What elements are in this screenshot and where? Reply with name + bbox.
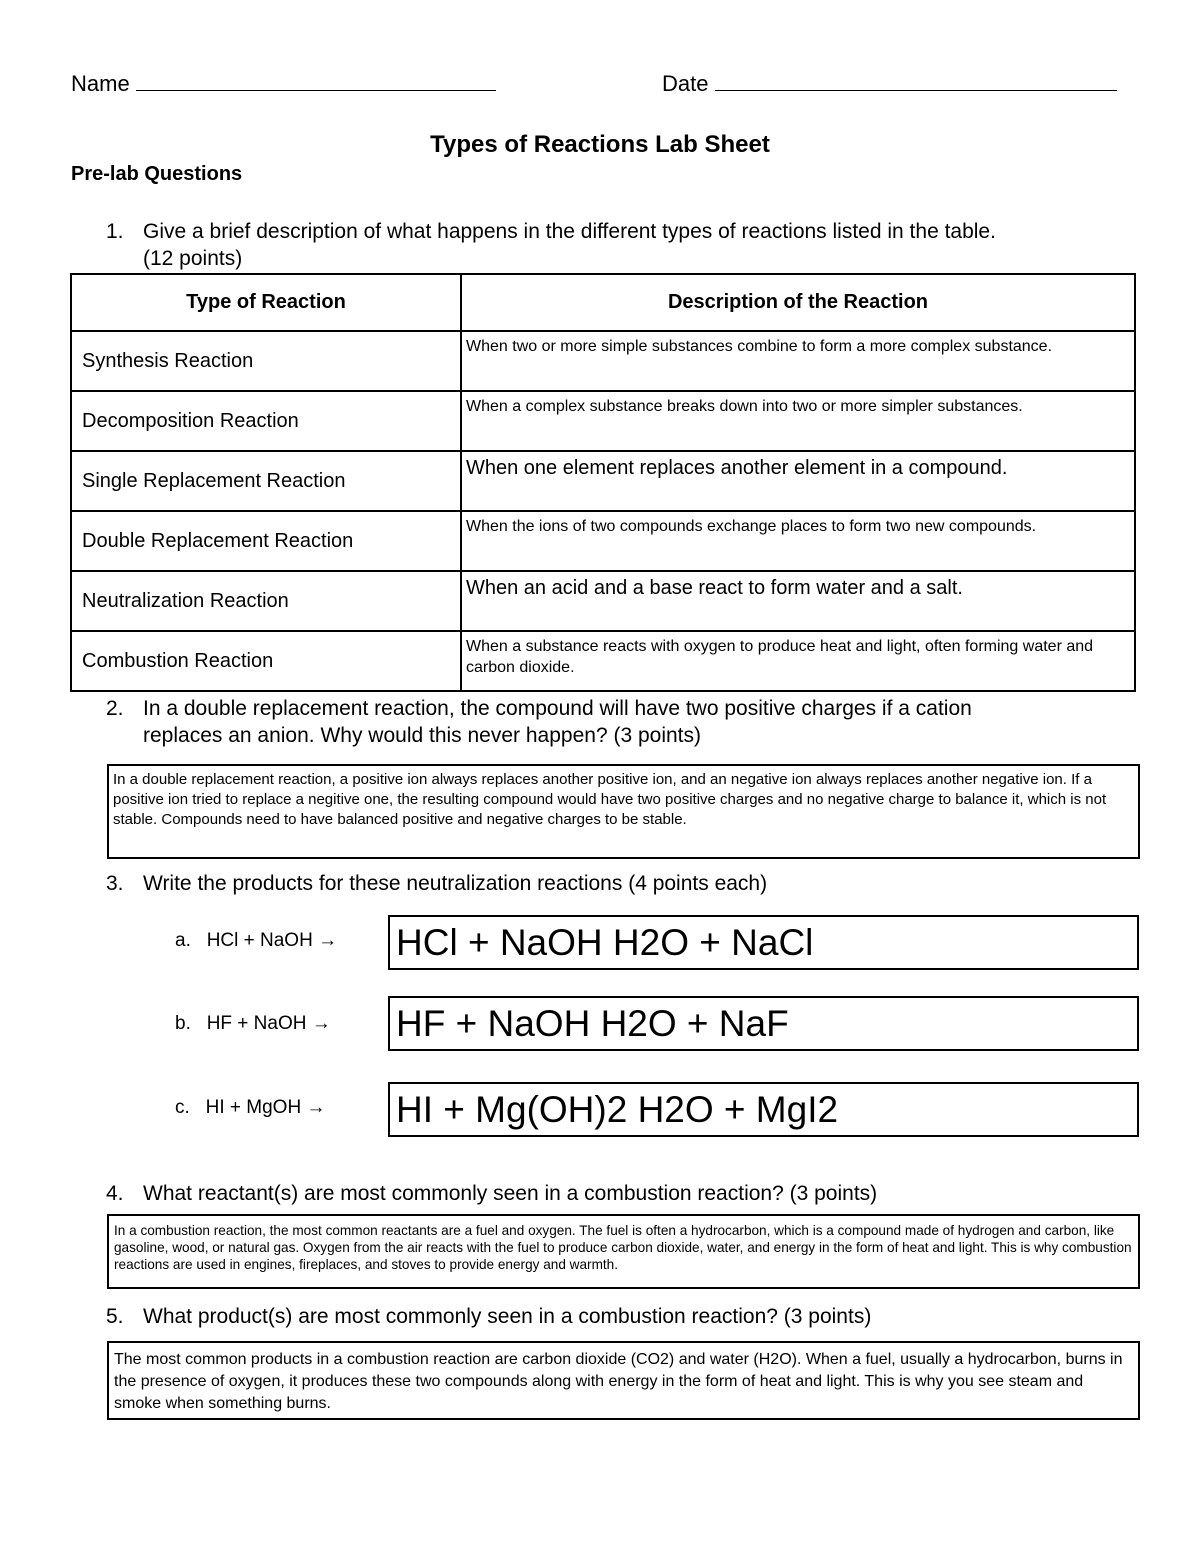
- reaction-type: Single Replacement Reaction: [71, 451, 461, 511]
- reaction-text: HCl + NaOH →: [206, 930, 338, 951]
- item-letter: b.: [175, 1013, 191, 1034]
- column-header-description: Description of the Reaction: [461, 274, 1135, 331]
- item-letter: c.: [175, 1097, 190, 1118]
- equation-b-label: [175, 1013, 331, 1035]
- page-title: Types of Reactions Lab Sheet: [430, 131, 770, 158]
- reactions-table: [70, 273, 1136, 692]
- reaction-description[interactable]: When the ions of two compounds exchange places to form two new compounds.: [461, 511, 1135, 571]
- answer-box-2[interactable]: In a double replacement reaction, a positive ion always replaces another positive ion, and an negative ion always replaces another negative ion. If a positive ion tried to replace a negitive one, the resulting compound would have two positive charges and no negative charge to balance it, which is not stable. Compounds need to have balanced positive and negative charges to be stable.: [107, 764, 1140, 859]
- equation-answer-b[interactable]: HF + NaOH H2O + NaF: [388, 996, 1139, 1051]
- equation-a-label: [175, 930, 337, 952]
- reaction-type: Combustion Reaction: [71, 631, 461, 691]
- table-row: [71, 511, 1135, 571]
- reaction-type: Double Replacement Reaction: [71, 511, 461, 571]
- question-number: 5.: [106, 1305, 124, 1328]
- reaction-description[interactable]: When one element replaces another element in a compound.: [461, 451, 1135, 511]
- reaction-text: HF + NaOH →: [206, 1013, 331, 1034]
- table-header-row: [71, 274, 1135, 331]
- name-label: Name: [71, 71, 130, 96]
- answer-box-4[interactable]: In a combustion reaction, the most common reactants are a fuel and oxygen. The fuel is often a hydrocarbon, which is a compound made of hydrogen and carbon, like gasoline, wood, or natural gas. Oxygen from the air reacts with the fuel to produce carbon dioxide, water, and energy in the form of heat and light. This is why combustion reactions are used in engines, fireplaces, and stoves to provide energy and warmth.: [107, 1214, 1140, 1289]
- item-letter: a.: [175, 930, 191, 951]
- question-number: 1.: [106, 220, 124, 243]
- reaction-type: Decomposition Reaction: [71, 391, 461, 451]
- question-2: [106, 695, 1166, 749]
- question-text-line-1: In a double replacement reaction, the compound will have two positive charges if a cation: [143, 697, 972, 720]
- question-3: [106, 870, 1166, 897]
- question-text-line-1: Give a brief description of what happens in the different types of reactions listed in the table.: [143, 220, 996, 243]
- reaction-description[interactable]: When a complex substance breaks down into two or more simpler substances.: [461, 391, 1135, 451]
- reaction-description[interactable]: When an acid and a base react to form water and a salt.: [461, 571, 1135, 631]
- reaction-text: HI + MgOH →: [205, 1097, 326, 1118]
- reaction-description[interactable]: When two or more simple substances combine to form a more complex substance.: [461, 331, 1135, 391]
- table-row: [71, 391, 1135, 451]
- equation-answer-c[interactable]: HI + Mg(OH)2 H2O + MgI2: [388, 1082, 1139, 1137]
- table-row: [71, 571, 1135, 631]
- equation-answer-a[interactable]: HCl + NaOH H2O + NaCl: [388, 915, 1139, 970]
- date-input-line[interactable]: [715, 70, 1117, 91]
- question-number: 2.: [106, 697, 124, 720]
- question-number: 4.: [106, 1182, 124, 1205]
- question-4: [106, 1180, 1166, 1207]
- table-row: [71, 451, 1135, 511]
- reaction-type: Synthesis Reaction: [71, 331, 461, 391]
- question-1: [106, 218, 1166, 272]
- question-5: [106, 1303, 1166, 1330]
- answer-box-5[interactable]: The most common products in a combustion reaction are carbon dioxide (CO2) and water (H2O). When a fuel, usually a hydrocarbon, burns in the presence of oxygen, it produces these two compounds along with energy in the form of heat and light. This is why you see steam and smoke when something burns.: [107, 1341, 1140, 1420]
- section-heading: Pre-lab Questions: [71, 163, 243, 185]
- question-text-line-2: (12 points): [143, 247, 243, 270]
- date-field[interactable]: [662, 70, 1117, 97]
- reaction-description[interactable]: When a substance reacts with oxygen to produce heat and light, often forming water and carbon dioxide.: [461, 631, 1135, 691]
- name-input-line[interactable]: [136, 70, 496, 91]
- table-row: [71, 331, 1135, 391]
- date-label: Date: [662, 71, 709, 96]
- column-header-type: Type of Reaction: [71, 274, 461, 331]
- question-text: What reactant(s) are most commonly seen in a combustion reaction? (3 points): [143, 1182, 878, 1205]
- name-field[interactable]: [71, 70, 496, 97]
- question-text: What product(s) are most commonly seen in a combustion reaction? (3 points): [143, 1305, 872, 1328]
- reaction-type: Neutralization Reaction: [71, 571, 461, 631]
- question-text: Write the products for these neutralization reactions (4 points each): [143, 872, 768, 895]
- equation-c-label: [175, 1097, 325, 1119]
- table-row: [71, 631, 1135, 691]
- question-number: 3.: [106, 872, 124, 895]
- question-text-line-2: replaces an anion. Why would this never happen? (3 points): [143, 724, 701, 747]
